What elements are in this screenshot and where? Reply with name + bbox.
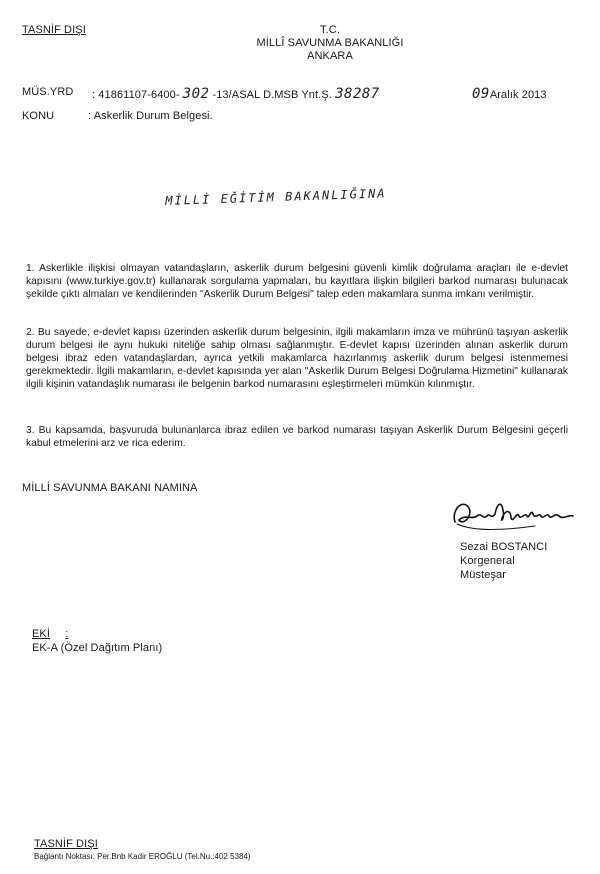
contact-line: Bağlantı Noktası: Per.Bnb Kadir EROĞLU (Tel.Nu.:402 5384): [34, 852, 251, 861]
reference-prefix: : 41861107-6400-: [92, 89, 180, 101]
paragraph-3: 3. Bu kapsamda, başvuruda bulunanlarca ibraz edilen ve barkod numarası taşıyan Askerlik Durum Belgesini geçerli kabul etmelerini arz ve rica ederim.: [26, 425, 568, 449]
on-behalf-line: MİLLİ SAVUNMA BAKANI NAMINA: [22, 482, 198, 494]
org-name: MİLLÎ SAVUNMA BAKANLIĞI: [256, 37, 404, 49]
attachments-colon: :: [65, 628, 69, 640]
signatory-title: Müsteşar: [460, 569, 507, 581]
subject-label: KONU: [22, 110, 55, 122]
date-month-year: Aralık 2013: [489, 89, 547, 101]
reference-handwritten-incoming: 38287: [335, 86, 380, 102]
signatory-block: [460, 540, 547, 582]
attachments-label: EKİ: [32, 628, 51, 640]
org-city: ANKARA: [307, 50, 353, 62]
handwritten-signature: [445, 490, 585, 540]
reference-label: MÜS.YRD: [22, 86, 74, 98]
reference-middle: -13/ASAL D.MSB Ynt.Ş.: [212, 89, 332, 101]
signatory-rank: Korgeneral: [460, 555, 515, 567]
paragraph-2: 2. Bu sayede, e-devlet kapısı üzerinden askerlik durum belgesinin, ilgili makamların imza ve mührünü taşıyan askerlik durum belgesi ile aynı hukuki niteliğe sahip olması sağlanmıştır. E-devlet kapısı üzerinden alınan askerlik durum belgesi ibraz eden vatandaşlardan, ayrıca yetkili makamlarca hazırlanmış askerlik durum belgesi istenmemesi gerekmektedir. İlgili makamların, e-devlet kapısında yer alan "Askerlik Durum Belgesi Doğrulama Hizmetini" kullanarak ilgili kişinin vatandaşlık numarası ile belgenin barkod numarasını eşleştirmeleri mümkün kılınmıştır.: [26, 327, 568, 390]
document-date: [472, 86, 547, 102]
signatory-name: Sezai BOSTANCI: [460, 541, 548, 553]
paragraph-1: 1. Askerlikle ilişkisi olmayan vatandaşların, askerlik durum belgesini güvenli kimlik doğrulama araçları ile e-devlet kapısını (www.turkiye.gov.tr) kullanarak sorgulama yapmaları, bu kayıtlara ilişkin bilgileri barkod numarası bulunacak şekilde çıktı almaları ve kendilerinden "Askerlik Durum Belgesi" talep eden makamlara sunma imkanı verilmiştir.: [26, 263, 568, 300]
org-country: T.C.: [320, 24, 340, 36]
reference-number: [92, 86, 380, 102]
classification-top: TASNİF DIŞI: [22, 24, 86, 36]
recipient-handwritten: MİLLİ EĞİTİM BAKANLIĞINA: [165, 186, 387, 208]
organization-header: [230, 24, 430, 63]
reference-handwritten-number: 302: [182, 86, 210, 102]
attachment-item: EK-A (Özel Dağıtım Planı): [32, 642, 163, 654]
attachments-heading: [32, 628, 68, 640]
subject-value: : Askerlik Durum Belgesi.: [88, 110, 213, 122]
date-handwritten-day: 09: [472, 86, 490, 102]
classification-bottom: TASNİF DIŞI: [34, 838, 98, 850]
